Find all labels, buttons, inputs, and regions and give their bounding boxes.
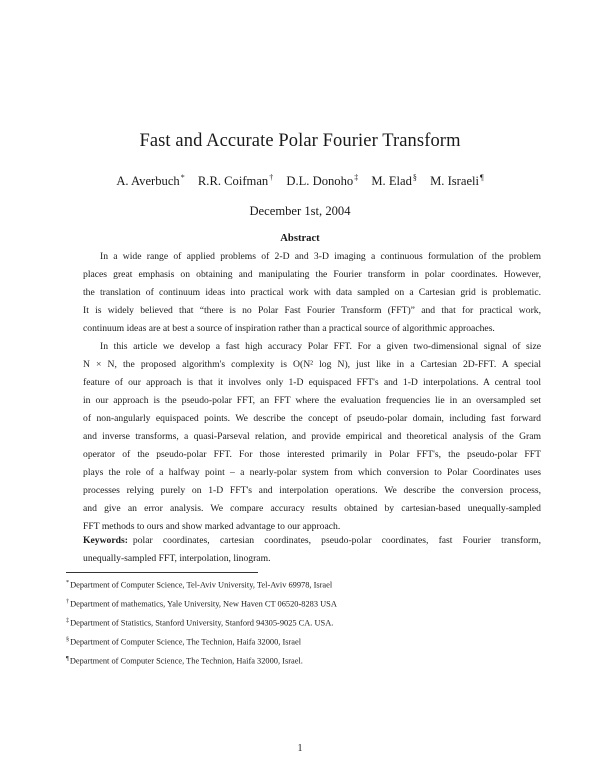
author-name: D.L. Donoho (286, 174, 354, 188)
abstract-paragraph (83, 248, 541, 338)
footnote-text: Department of mathematics, Yale University, New Haven CT 06520-8283 USA (70, 599, 337, 609)
keywords-line: unequally-sampled FFT, interpolation, linogram. (83, 553, 271, 564)
footnote-mark: ¶ (66, 655, 69, 662)
footnote-mark: ‡ (66, 617, 70, 624)
abstract-line: It is widely believed that “there is no Polar Fast Fourier Transform (FFT)” and that for practical work, (83, 305, 541, 316)
footnote-text: Department of Computer Science, Tel-Aviv University, Tel-Aviv 69978, Israel (70, 580, 333, 590)
author (430, 174, 484, 188)
footnote-mark: * (180, 173, 185, 182)
footnote (66, 575, 546, 594)
footnote (66, 613, 546, 632)
keywords-label: Keywords: (83, 535, 128, 546)
footnote-mark: § (66, 636, 70, 643)
paper-date: December 1st, 2004 (249, 204, 351, 218)
abstract-line: continuum ideas are at best a source of inspiration rather than a practical source of algorithmic approaches. (83, 323, 495, 334)
footnote (66, 651, 546, 670)
abstract-line: the translation of continuum ideas into practical work with data sampled on a Cartesian grid is problematic. (83, 287, 541, 298)
author-name: A. Averbuch (116, 174, 180, 188)
abstract-line: and inverse transforms, a quasi-Parseval relation, and provide empirical and theoretical analysis of the Gram (83, 431, 541, 442)
abstract-line: In a wide range of applied problems of 2-D and 3-D imaging a continuous formulation of the problem (100, 251, 541, 262)
author-name: R.R. Coifman (197, 174, 269, 188)
abstract-paragraph (83, 338, 541, 536)
keywords-line (83, 532, 541, 550)
footnotes (66, 575, 546, 670)
abstract-line: plays the role of a halfway point – a nearly-polar system from which conversion to Polar Coordinates uses (83, 467, 541, 478)
abstract-line: in our approach is the pseudo-polar FFT, an FFT where the evaluation frequencies lie in an oversampled set (83, 395, 541, 406)
abstract-line: processes relying purely on 1-D FFT's and interpolation operations. We describe the conversion process, (83, 485, 541, 496)
author (116, 174, 184, 188)
footnote-mark: † (269, 173, 274, 182)
footnote (66, 594, 546, 613)
author (286, 174, 358, 188)
author-list (0, 173, 600, 189)
footnote-mark: ¶ (480, 173, 484, 182)
abstract-line: of non-angularly equispaced points. We describe the concept of pseudo-polar domain, including fast forward (83, 413, 541, 424)
abstract-line: places great emphasis on obtaining and manipulating the Fourier transform in polar coordinates. However, (83, 269, 541, 280)
footnote-divider (66, 572, 258, 573)
paper-title: Fast and Accurate Polar Fourier Transform (139, 131, 461, 151)
author (371, 174, 417, 188)
footnote-mark: * (66, 579, 70, 586)
author-name: M. Elad (371, 174, 412, 188)
footnote (66, 632, 546, 651)
keywords-text: polar coordinates, cartesian coordinates, pseudo-polar coordinates, fast Fourier transform, (132, 535, 541, 546)
footnote-mark: ‡ (354, 173, 359, 182)
abstract-line: and give an error analysis. We compare accuracy results obtained by cartesian-based unequally-sampled (83, 503, 541, 514)
abstract-line: operator of the pseudo-polar FFT. For those interested primarily in Polar FFT's, the pseudo-polar FFT (83, 449, 541, 460)
author (198, 174, 273, 188)
footnote-text: Department of Computer Science, The Technion, Haifa 32000, Israel (70, 637, 302, 647)
abstract-line: In this article we develop a fast high accuracy Polar FFT. For a given two-dimensional signal of size (100, 341, 541, 352)
abstract-body (83, 248, 541, 536)
keywords-block (83, 532, 541, 568)
author-name: M. Israeli (430, 174, 480, 188)
footnote-text: Department of Computer Science, The Technion, Haifa 32000, Israel. (69, 656, 303, 666)
abstract-line: N × N, the proposed algorithm's complexity is O(N² log N), just like in a Cartesian 2D-FFT. A special (83, 359, 541, 370)
page-number: 1 (297, 743, 303, 754)
footnote-mark: † (66, 598, 70, 605)
footnote-text: Department of Statistics, Stanford University, Stanford 94305-9025 CA. USA. (70, 618, 334, 628)
footnote-mark: § (412, 173, 417, 182)
abstract-line: FFT methods to ours and show marked advantage to our approach. (83, 521, 341, 532)
abstract-heading: Abstract (280, 233, 320, 244)
abstract-line: feature of our approach is that it involves only 1-D equispaced FFT's and 1-D interpolations. A central tool (83, 377, 541, 388)
